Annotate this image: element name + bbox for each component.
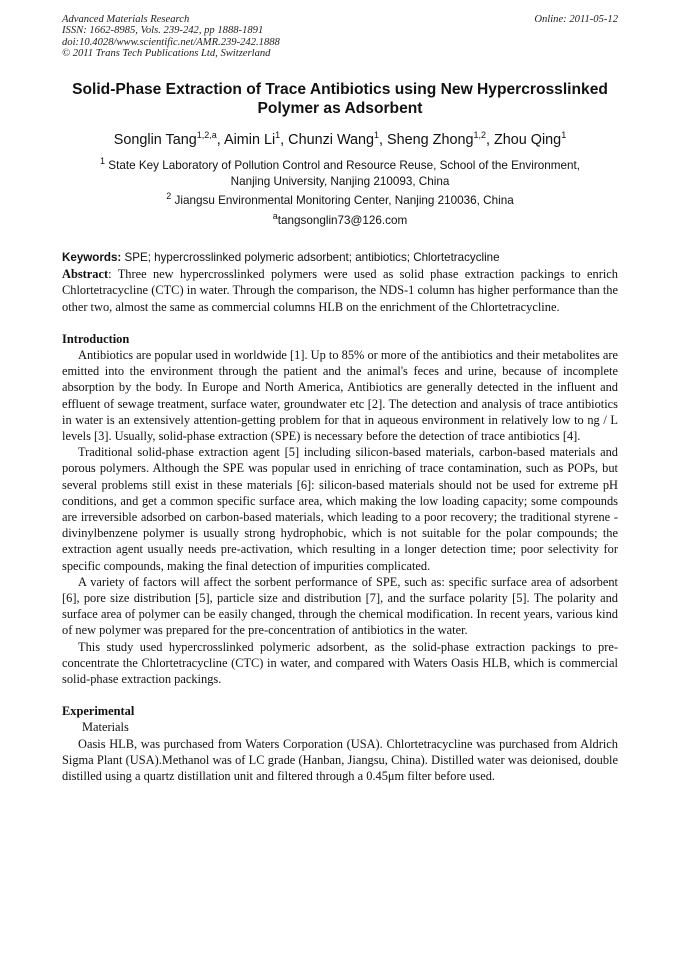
keywords: [62, 250, 618, 266]
affiliation-1: [62, 158, 618, 190]
doi-line: doi:10.4028/www.scientific.net/AMR.239-242.1888: [62, 36, 280, 48]
author-name: Aimin Li: [223, 132, 276, 148]
paragraph: Oasis HLB, was purchased from Waters Corporation (USA). Chlortetracycline was purchased from Aldrich Sigma Plant (USA).Methanol was of LC grade (Hanban, Jiangsu, China). Distilled water was deionised, double distilled using a quartz distillation unit and filtered through a 0.45μm filter before used.: [62, 736, 618, 784]
abstract-text: : Three new hypercrosslinked polymers were used as solid phase extraction packings to enrich Chlortetracycline (CTC) in water. Through the comparison, the NDS-1 column has higher performance than the other two, almost the same as commercial columns HLB on the enrichment of the Chlortetracycline.: [62, 267, 618, 314]
author-email: [62, 213, 618, 229]
section-heading-experimental: Experimental: [62, 704, 135, 719]
affiliation-text: Jiangsu Environmental Monitoring Center, Nanjing 210036, China: [174, 194, 514, 207]
online-date: Online: 2011-05-12: [534, 14, 618, 25]
paragraph: Traditional solid-phase extraction agent [5] including silicon-based materials, carbon-based materials and porous polymers. Although the SPE was popular used in enriching of trace contamination, such as POPs, but several problems still exist in these materials [6]: silicon-based materials should not be used for extreme pH conditions, and get a common specific surface area, which making the low loading capacity; some compounds are irreversible adsorbed on carbon-based materials, which leading to a poor recovery; the traditional styrene - divinylbenzene polymer is usually strong hydrophobic, which is not suitable for the polar compounds; the extraction agent usually needs pre-activation, which resulting in a longer detection time; poor selectivity for specific compounds, making the final detection of impurities complicated.: [62, 445, 618, 573]
author-name: Chunzi Wang: [288, 132, 375, 148]
affiliation-mark: 1: [100, 156, 106, 167]
issn-line: ISSN: 1662-8985, Vols. 239-242, pp 1888-1891: [62, 25, 264, 37]
abstract-label: Abstract: [62, 267, 109, 282]
author-list: Songlin Tang$^{1,2,a}$, Aimin Li$^1$, Chunzi Wang$^1$, Sheng Zhong$^{1,2}$, Zhou Qing$^1$: [113, 130, 567, 148]
author-name: Sheng Zhong: [387, 132, 474, 148]
paragraph: A variety of factors will affect the sorbent performance of SPE, such as: specific surface area of adsorbent [6], pore size distribution [5], particle size and distribution [7], and the surface polarity [5]. The polarity and surface area of polymer can be easily changed, through the chemical modification. In recent years, various kind of new polymer was prepared for the pre-concentration of antibiotics in the water.: [62, 574, 618, 638]
paragraph: This study used hypercrosslinked polymeric adsorbent, as the solid-phase extraction packings to pre-concentrate the Chlortetracycline (CTC) in water, and compared with Waters Oasis HLB, which is commercial solid-phase extraction packings.: [62, 639, 618, 687]
author-affiliation-mark: 1: [275, 130, 281, 141]
affiliation-2: [62, 193, 618, 209]
affiliation-mark: 2: [166, 191, 172, 202]
email-link[interactable]: tangsonglin73@126.com: [277, 214, 408, 227]
subsection-heading-materials: Materials: [82, 720, 129, 735]
email-mark: a: [272, 211, 278, 222]
author-name: Songlin Tang: [113, 132, 197, 148]
author-affiliation-mark: 1: [561, 130, 567, 141]
journal-header: [62, 14, 618, 59]
abstract: [62, 266, 618, 315]
keywords-label: Keywords:: [62, 251, 122, 264]
author-affiliation-mark: 1: [374, 130, 380, 141]
paper-body: [62, 250, 618, 784]
paragraph: Antibiotics are popular used in worldwide [1]. Up to 85% or more of the antibiotics and their metabolites are emitted into the environment through the patient and the animal's feces and urine, because of incomplete absorption by the body. In Europe and North America, Antibiotics are generally detected in the influent and effluent of sewage treatment, surface water, groundwater etc [2]. The detection and analysis of trace antibiotics in water is an extensively attention-getting problem for that in aqueous environment in relatively low to ng / L levels [3]. Usually, solid-phase extraction (SPE) is necessary before the detection of trace antibiotics [4].: [62, 348, 618, 444]
affiliation-text: Nanjing University, Nanjing 210093, China: [230, 175, 450, 188]
author-affiliation-mark: 1,2: [473, 130, 486, 141]
author-name: Zhou Qing: [493, 132, 562, 148]
copyright-line: © 2011 Trans Tech Publications Ltd, Switzerland: [62, 47, 271, 59]
section-heading-introduction: Introduction: [62, 331, 130, 346]
paper-title: Solid-Phase Extraction of Trace Antibiotics using New Hypercrosslinked Polymer as Adsorbent: [72, 81, 608, 117]
keywords-text: SPE; hypercrosslinked polymeric adsorbent; antibiotics; Chlortetracycline: [124, 251, 500, 264]
author-affiliation-mark: 1,2,a: [196, 130, 217, 141]
affiliation-text: State Key Laboratory of Pollution Control and Resource Reuse, School of the Environment,: [108, 159, 580, 172]
journal-name: Advanced Materials Research: [62, 14, 190, 25]
